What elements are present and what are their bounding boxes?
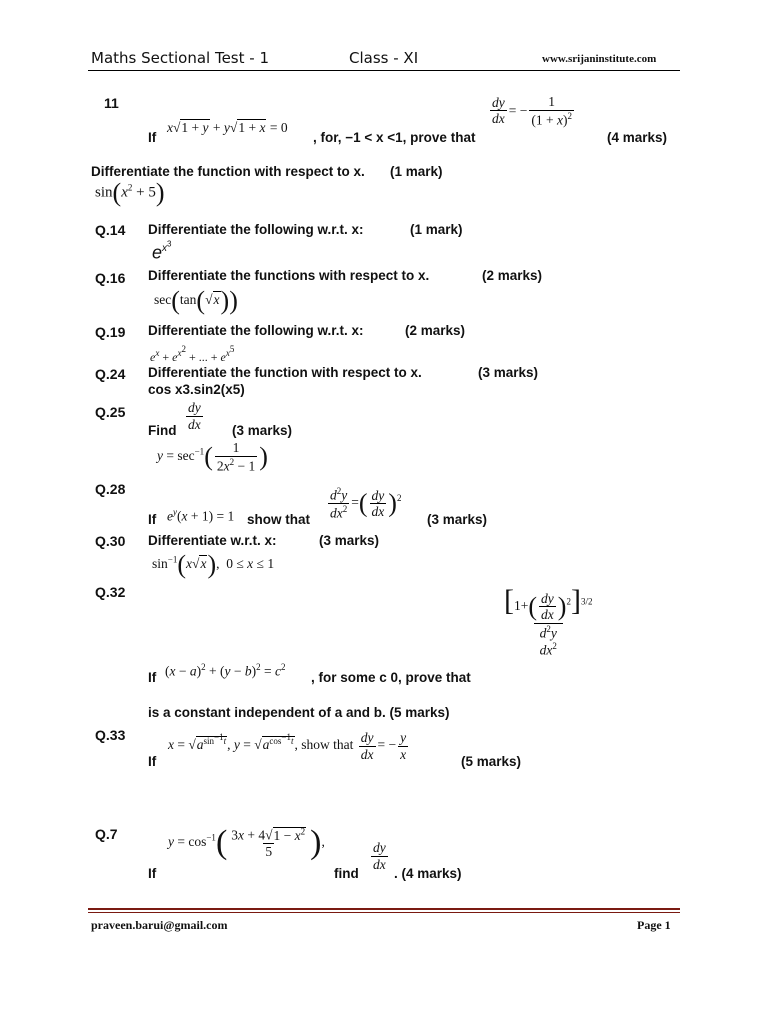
question-33-marks: (5 marks) bbox=[461, 754, 522, 769]
question-7-marks: . (4 marks) bbox=[394, 866, 462, 881]
question-28-condition-expr: $e^y(x + 1) = 1$ bbox=[167, 507, 235, 524]
question-11-equation: x√1 + y + y√1 + x = 0 bbox=[167, 120, 288, 135]
question-14-number: Q.14 bbox=[95, 222, 126, 238]
question-25-marks: (3 marks) bbox=[232, 423, 293, 438]
question-28-target-expr: $\frac{d^2y}{dx^2}$ =( $\frac{dy}{dx}$ )$^2$ bbox=[330, 486, 402, 521]
question-25-find: Find bbox=[148, 423, 177, 438]
question-30-number: Q.30 bbox=[95, 533, 126, 549]
question-19-marks: (2 marks) bbox=[405, 323, 466, 338]
question-7-number: Q.7 bbox=[95, 826, 118, 842]
question-sin-text: Differentiate the function with respect to x. bbox=[91, 164, 365, 179]
question-sin-marks: (1 mark) bbox=[390, 164, 443, 179]
class-label: Class - XI bbox=[349, 49, 419, 67]
question-sin-expr: $\sin(x^2 + 5)$ bbox=[95, 178, 165, 207]
question-32-equation: $(x - a)^2 + (y - b)^2 = c^2$ bbox=[165, 662, 286, 679]
question-28-show: show that bbox=[247, 512, 310, 527]
question-28-marks: (3 marks) bbox=[427, 512, 488, 527]
question-19-text: Differentiate the following w.r.t. x: bbox=[148, 323, 364, 338]
question-16-number: Q.16 bbox=[95, 270, 126, 286]
question-28-number: Q.28 bbox=[95, 481, 126, 497]
question-33-number: Q.33 bbox=[95, 727, 126, 743]
question-7-find: find bbox=[334, 866, 359, 881]
question-11-number: 11 bbox=[104, 95, 119, 111]
question-11-if: If bbox=[148, 130, 157, 145]
footer-rule bbox=[88, 908, 680, 910]
question-16-marks: (2 marks) bbox=[482, 268, 543, 283]
question-24-text: Differentiate the function with respect to x. bbox=[148, 365, 422, 380]
question-30-marks: (3 marks) bbox=[319, 533, 380, 548]
question-32-number: Q.32 bbox=[95, 584, 126, 600]
page-number: Page 1 bbox=[637, 918, 671, 932]
question-32-if: If bbox=[148, 670, 157, 685]
question-25-number: Q.25 bbox=[95, 404, 126, 420]
document-title: Maths Sectional Test - 1 bbox=[91, 49, 269, 67]
question-11-condition: , for, −1 < x <1, prove that bbox=[313, 130, 476, 145]
question-14-expr: $e^{x^3}$ bbox=[152, 240, 172, 263]
question-33-if: If bbox=[148, 754, 157, 769]
question-30-text: Differentiate w.r.t. x: bbox=[148, 533, 277, 548]
question-11-marks: (4 marks) bbox=[607, 130, 668, 145]
footer-email: praveen.barui@gmail.com bbox=[91, 918, 228, 932]
website-link[interactable]: www.srijaninstitute.com bbox=[542, 53, 657, 65]
question-14-marks: (1 mark) bbox=[410, 222, 463, 237]
question-24-number: Q.24 bbox=[95, 366, 126, 382]
question-11-target-expr: $\frac{dy}{dx}$ = − $\frac{1}{(1 + x)^2}$ bbox=[492, 94, 572, 128]
question-32-condition: , for some c 0, prove that bbox=[311, 670, 471, 685]
question-14-text: Differentiate the following w.r.t. x: bbox=[148, 222, 364, 237]
question-28-if: If bbox=[148, 512, 157, 527]
question-7-if: If bbox=[148, 866, 157, 881]
question-32-tail: is a constant independent of a and b. (5 marks) bbox=[148, 705, 450, 720]
question-19-expr: $e^x + e^{x^2}$ + ... + $e^{x^5}$ bbox=[150, 344, 235, 364]
question-32-target-expr: [1+( $\frac{dy}{dx}$ )$^2$]$^{3/2}$ $d^2y$ $dx^2$ bbox=[504, 584, 593, 658]
question-16-expr: sec(tan(√x)) bbox=[154, 286, 238, 315]
footer-rule-thin bbox=[88, 912, 680, 913]
question-24-marks: (3 marks) bbox=[478, 365, 539, 380]
question-33-expr: $x = √a^{sin^{-1}t}$, $y = √a^{cos^{-1}t}$, show that $\frac{dy}{dx}$ = − $\frac{y}{x}$ bbox=[168, 730, 407, 762]
question-7-derivative: $\frac{dy}{dx}$ bbox=[373, 840, 386, 872]
question-19-number: Q.19 bbox=[95, 324, 126, 340]
header-rule bbox=[88, 70, 680, 71]
question-25-derivative: $\frac{dy}{dx}$ bbox=[188, 400, 201, 432]
question-25-expr: $y = \sec^{-1}$( $\frac{1}{2x^2 - 1}$ ) bbox=[157, 440, 268, 474]
question-7-expr: $y = \cos^{-1}$( $\frac{3x + 4√1 - x^2}{5}$ ), bbox=[168, 824, 325, 861]
question-24-expr: cos x3.sin2(x5) bbox=[148, 382, 245, 397]
question-30-expr: $\sin^{-1}(x√x)$, 0 ≤ x ≤ 1 bbox=[152, 550, 275, 579]
question-16-text: Differentiate the functions with respect to x. bbox=[148, 268, 430, 283]
